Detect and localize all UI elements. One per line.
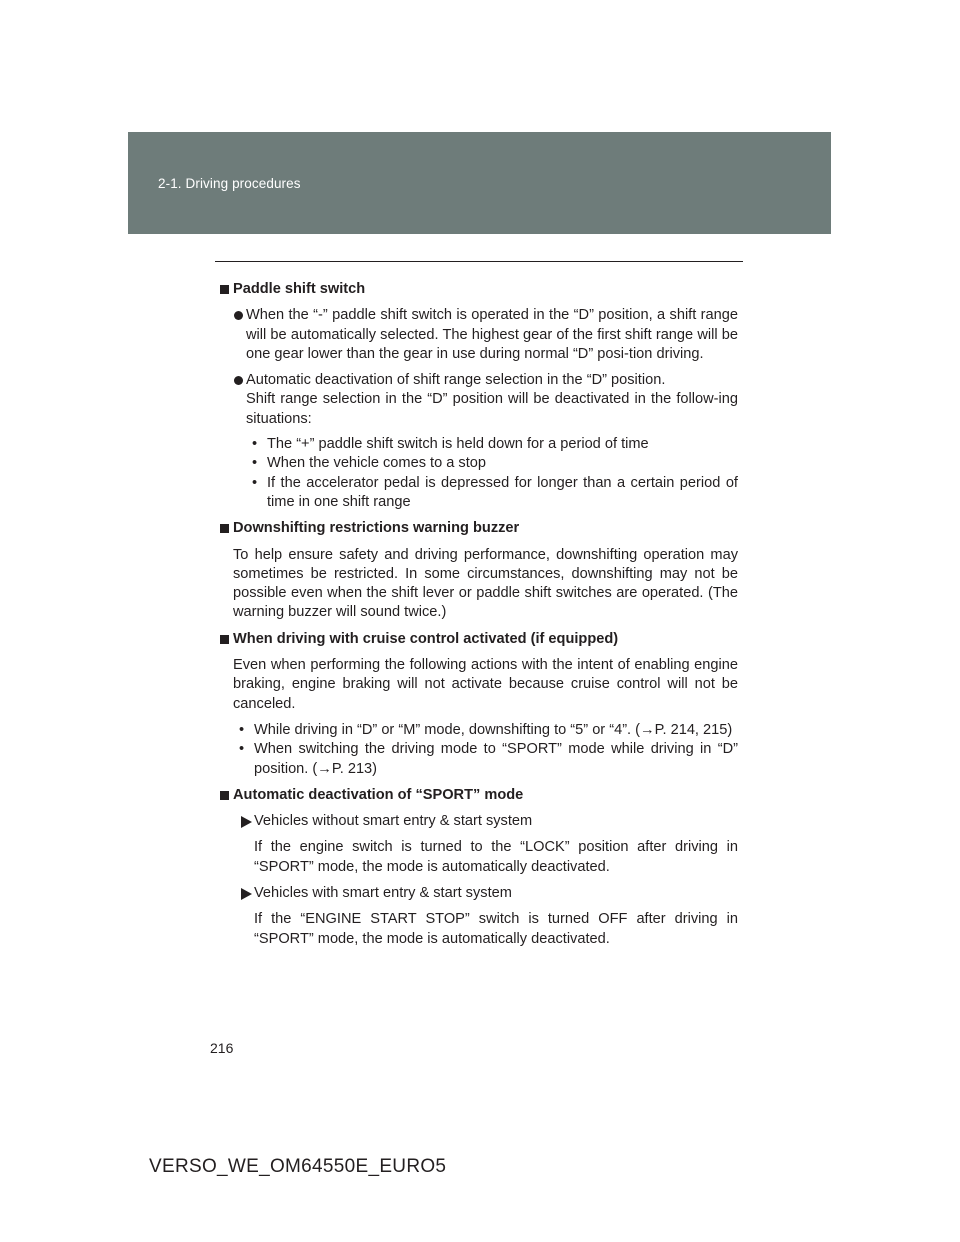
heading-sport-mode: Automatic deactivation of “SPORT” mode	[220, 786, 738, 805]
list-item: • The “+” paddle shift switch is held down for a period of time	[252, 436, 649, 453]
vehicles-without-smart-entry: Vehicles without smart entry & start system	[241, 812, 738, 831]
paddle-situations-list	[246, 435, 738, 512]
bullet-paddle-1: When the “-” paddle shift switch is operated in the “D” position, a shift range will be automatically selected. The highest gear of the first shift range will be one gear lower than the gear in use during normal “D” posi-tion driving.	[233, 306, 738, 364]
square-bullet-icon	[220, 524, 229, 533]
cruise-body: Even when performing the following actions with the intent of enabling engine braking, engine braking will not activate because cruise control will not be canceled.	[233, 657, 738, 712]
round-bullet-icon	[234, 311, 243, 320]
list-item: • While driving in “D” or “M” mode, downshifting to “5” or “4”. (→P. 214, 215)	[239, 721, 733, 738]
square-bullet-icon	[220, 635, 229, 644]
cruise-actions-list	[233, 721, 738, 779]
header-band	[128, 132, 831, 234]
round-bullet-icon	[234, 376, 243, 385]
list-item: • When the vehicle comes to a stop	[252, 455, 487, 472]
section-title: 2-1. Driving procedures	[158, 176, 301, 191]
heading-cruise-control: When driving with cruise control activated (if equipped)	[220, 630, 738, 649]
bullet-paddle-2: Automatic deactivation of shift range selection in the “D” position. Shift range selection in the “D” position will be deactivated in the follow-ing situations:	[233, 371, 738, 429]
section-divider	[215, 261, 743, 262]
list-item: • When switching the driving mode to “SPORT” mode while driving in “D” position. (→P. 213)	[239, 741, 738, 777]
heading-paddle-shift: Paddle shift switch	[220, 280, 738, 299]
vehicles-with-smart-entry: Vehicles with smart entry & start system	[241, 884, 738, 903]
with-smart-entry-body: If the “ENGINE START STOP” switch is turned OFF after driving in “SPORT” mode, the mode is automatically deactivated.	[254, 911, 738, 947]
square-bullet-icon	[220, 285, 229, 294]
list-item: • If the accelerator pedal is depressed for longer than a certain period of time in one shift range	[252, 474, 738, 510]
document-code: VERSO_WE_OM64550E_EURO5	[149, 1156, 447, 1177]
page-number: 216	[210, 1040, 234, 1056]
triangle-arrow-icon	[241, 888, 252, 900]
without-smart-entry-body: If the engine switch is turned to the “LOCK” position after driving in “SPORT” mode, the mode is automatically deactivated.	[254, 839, 738, 875]
heading-downshift-buzzer: Downshifting restrictions warning buzzer	[220, 519, 738, 538]
triangle-arrow-icon	[241, 816, 252, 828]
downshift-body: To help ensure safety and driving performance, downshifting operation may sometimes be restricted. In some circumstances, downshifting may not be possible even when the shift lever or paddle shift switches are operated. (The warning buzzer will sound twice.)	[233, 546, 738, 621]
page-content	[220, 280, 738, 949]
square-bullet-icon	[220, 791, 229, 800]
